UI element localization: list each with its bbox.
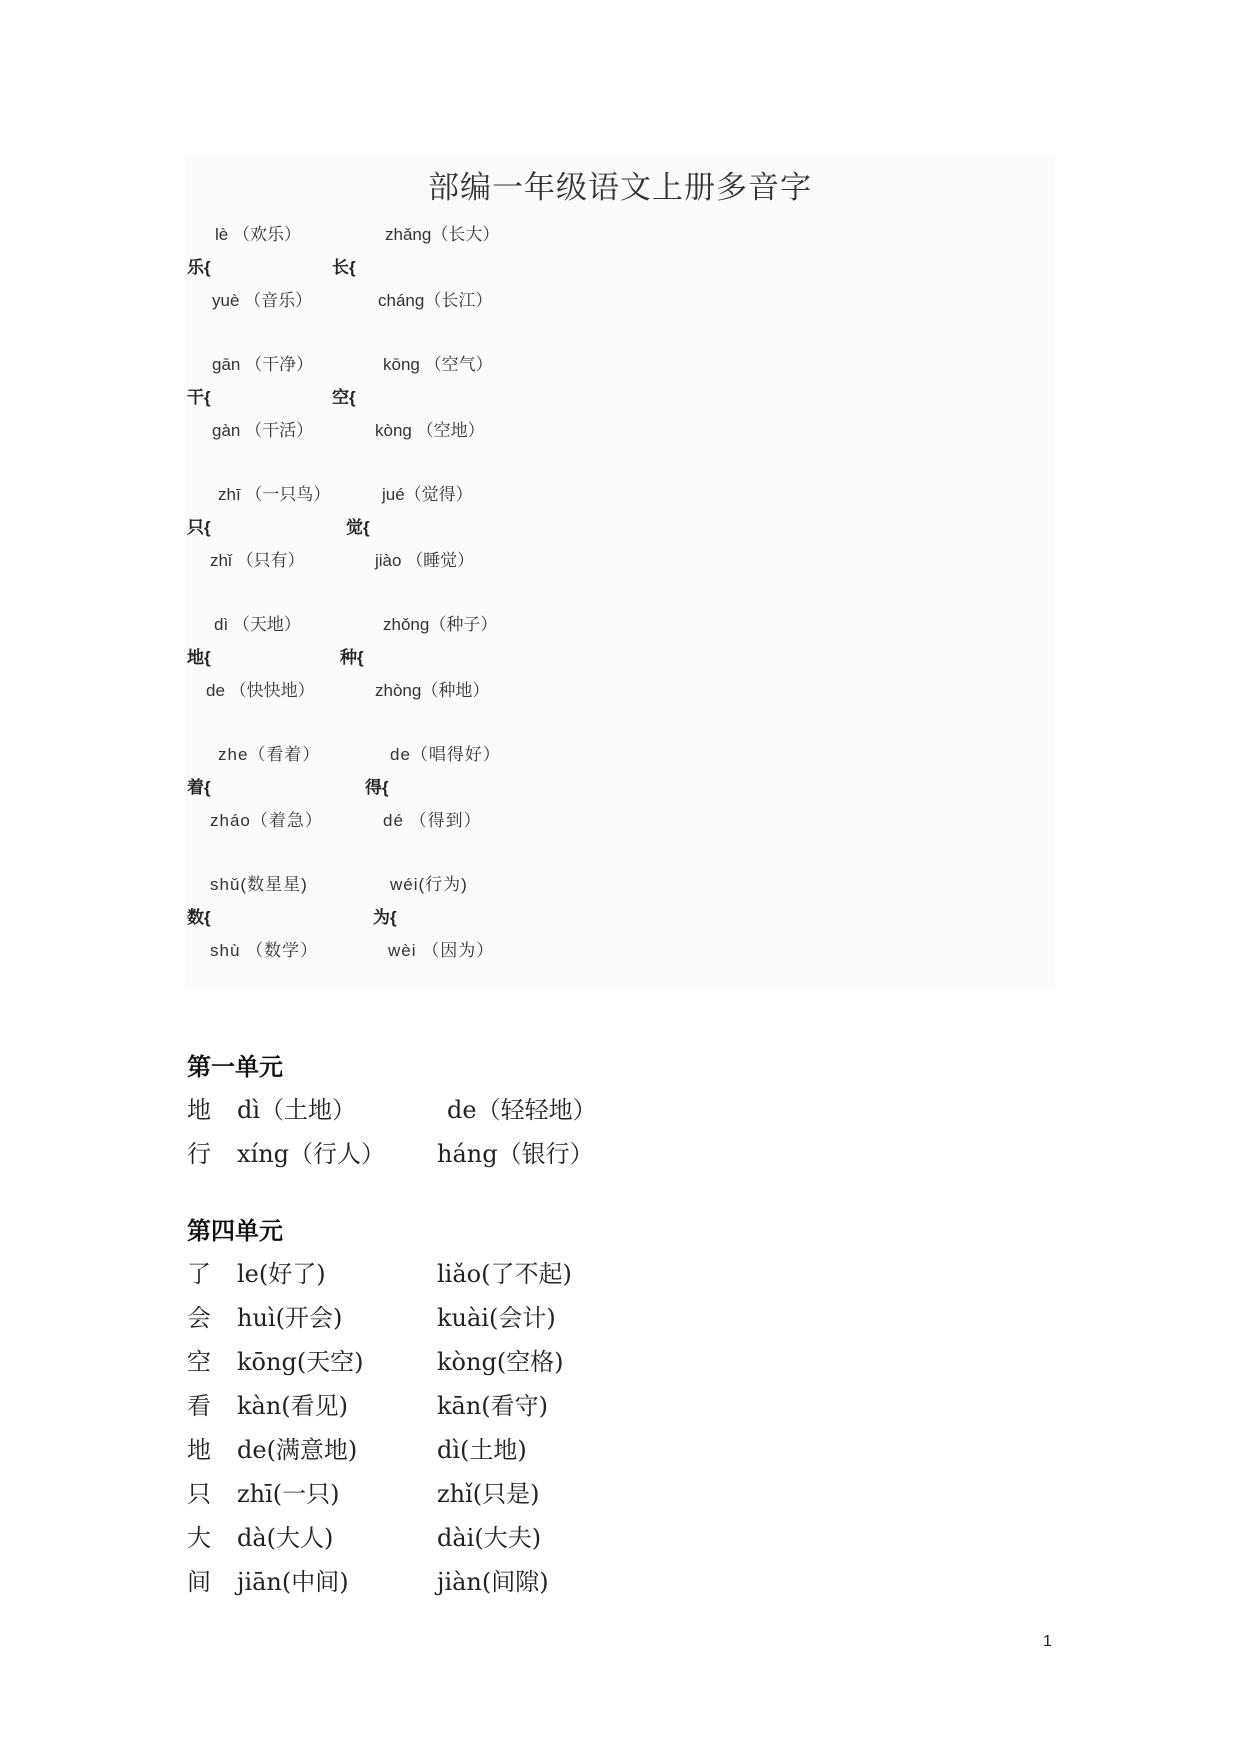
- polyphone-right-char: 种{: [340, 648, 364, 667]
- polyphone-right-char: 得{: [365, 778, 389, 797]
- polyphone-left-char: 干{: [187, 388, 211, 407]
- polyphone-right-char: 长{: [332, 258, 356, 277]
- row-reading-2: háng（银行）: [437, 1140, 594, 1168]
- polyphone-left-top: lè （欢乐）: [215, 225, 301, 244]
- polyphone-right-top: kōng （空气）: [383, 355, 493, 374]
- polyphone-right-bottom: jiào （睡觉）: [375, 551, 475, 570]
- polyphone-left-bottom: zhǐ （只有）: [210, 551, 305, 570]
- row-reading-1: dì（土地）: [237, 1096, 357, 1124]
- row-reading-2: dì(土地): [437, 1436, 527, 1464]
- row-char: 看: [187, 1392, 211, 1420]
- polyphone-left-bottom: gàn （干活）: [212, 421, 314, 440]
- unit1-title: 第一单元: [187, 1053, 283, 1081]
- row-char: 会: [187, 1304, 211, 1332]
- row-reading-2: zhǐ(只是): [437, 1480, 540, 1508]
- row-char: 只: [187, 1480, 211, 1508]
- polyphone-left-bottom: de （快快地）: [206, 681, 315, 700]
- polyphone-left-top: dì （天地）: [214, 615, 301, 634]
- polyphone-left-bottom: yuè （音乐）: [212, 291, 313, 310]
- page-number: 1: [1043, 1633, 1052, 1650]
- polyphone-group: [0, 740, 560, 840]
- polyphone-right-char: 空{: [332, 388, 356, 407]
- polyphone-right-top: wéi(行为): [390, 875, 468, 894]
- polyphone-left-bottom: zháo（着急）: [210, 811, 323, 830]
- polyphone-left-top: shǔ(数星星): [210, 875, 308, 894]
- polyphone-right-top: jué（觉得）: [382, 485, 473, 504]
- polyphone-group: [0, 610, 560, 710]
- row-reading-2: kān(看守): [437, 1392, 549, 1420]
- row-reading-1: kàn(看见): [237, 1392, 349, 1420]
- row-reading-2: liǎo(了不起): [437, 1260, 572, 1288]
- polyphone-right-bottom: kòng （空地）: [375, 421, 485, 440]
- polyphone-right-bottom: wèi （因为）: [388, 941, 495, 960]
- row-reading-1: xíng（行人）: [237, 1140, 386, 1168]
- polyphone-group: [0, 870, 560, 970]
- polyphone-right-top: de（唱得好）: [390, 745, 501, 764]
- page-title: 部编一年级语文上册多音字: [428, 170, 812, 205]
- polyphone-right-bottom: dé （得到）: [383, 811, 482, 830]
- polyphone-group: [0, 480, 560, 580]
- polyphone-left-top: gān （干净）: [212, 355, 314, 374]
- polyphone-right-bottom: cháng（长江）: [378, 291, 493, 310]
- row-char: 大: [187, 1524, 211, 1552]
- row-reading-1: jiān(中间): [237, 1568, 349, 1596]
- polyphone-right-top: zhǒng（种子）: [383, 615, 498, 634]
- polyphone-right-char: 觉{: [346, 518, 370, 537]
- polyphone-group: [0, 220, 560, 320]
- polyphone-left-char: 着{: [187, 778, 211, 797]
- row-reading-1: dà(大人): [237, 1524, 334, 1552]
- row-char: 行: [187, 1140, 211, 1168]
- polyphone-left-char: 乐{: [187, 258, 211, 277]
- row-reading-2: jiàn(间隙): [437, 1568, 549, 1596]
- row-reading-1: le(好了): [237, 1260, 326, 1288]
- row-char: 地: [187, 1096, 211, 1124]
- unit4-title: 第四单元: [187, 1217, 283, 1245]
- row-char: 空: [187, 1348, 211, 1376]
- row-reading-1: kōng(天空): [237, 1348, 364, 1376]
- polyphone-right-char: 为{: [373, 908, 397, 927]
- row-char: 间: [187, 1568, 211, 1596]
- row-char: 了: [187, 1260, 211, 1288]
- row-reading-1: huì(开会): [237, 1304, 343, 1332]
- row-reading-2: dài(大夫): [437, 1524, 542, 1552]
- polyphone-right-top: zhǎng（长大）: [385, 225, 500, 244]
- row-reading-1: zhī(一只): [237, 1480, 340, 1508]
- polyphone-group: [0, 350, 560, 450]
- polyphone-left-char: 地{: [187, 648, 211, 667]
- polyphone-left-char: 数{: [187, 908, 211, 927]
- polyphone-left-top: zhī （一只鸟）: [218, 485, 331, 504]
- row-reading-2: kòng(空格): [437, 1348, 564, 1376]
- polyphone-left-top: zhe（看着）: [218, 745, 321, 764]
- row-char: 地: [187, 1436, 211, 1464]
- row-reading-2: kuài(会计): [437, 1304, 556, 1332]
- polyphone-left-bottom: shù （数学）: [210, 941, 319, 960]
- row-reading-1: de(满意地): [237, 1436, 358, 1464]
- polyphone-left-char: 只{: [187, 518, 211, 537]
- polyphone-right-bottom: zhòng（种地）: [375, 681, 490, 700]
- row-reading-2: de（轻轻地）: [447, 1096, 597, 1124]
